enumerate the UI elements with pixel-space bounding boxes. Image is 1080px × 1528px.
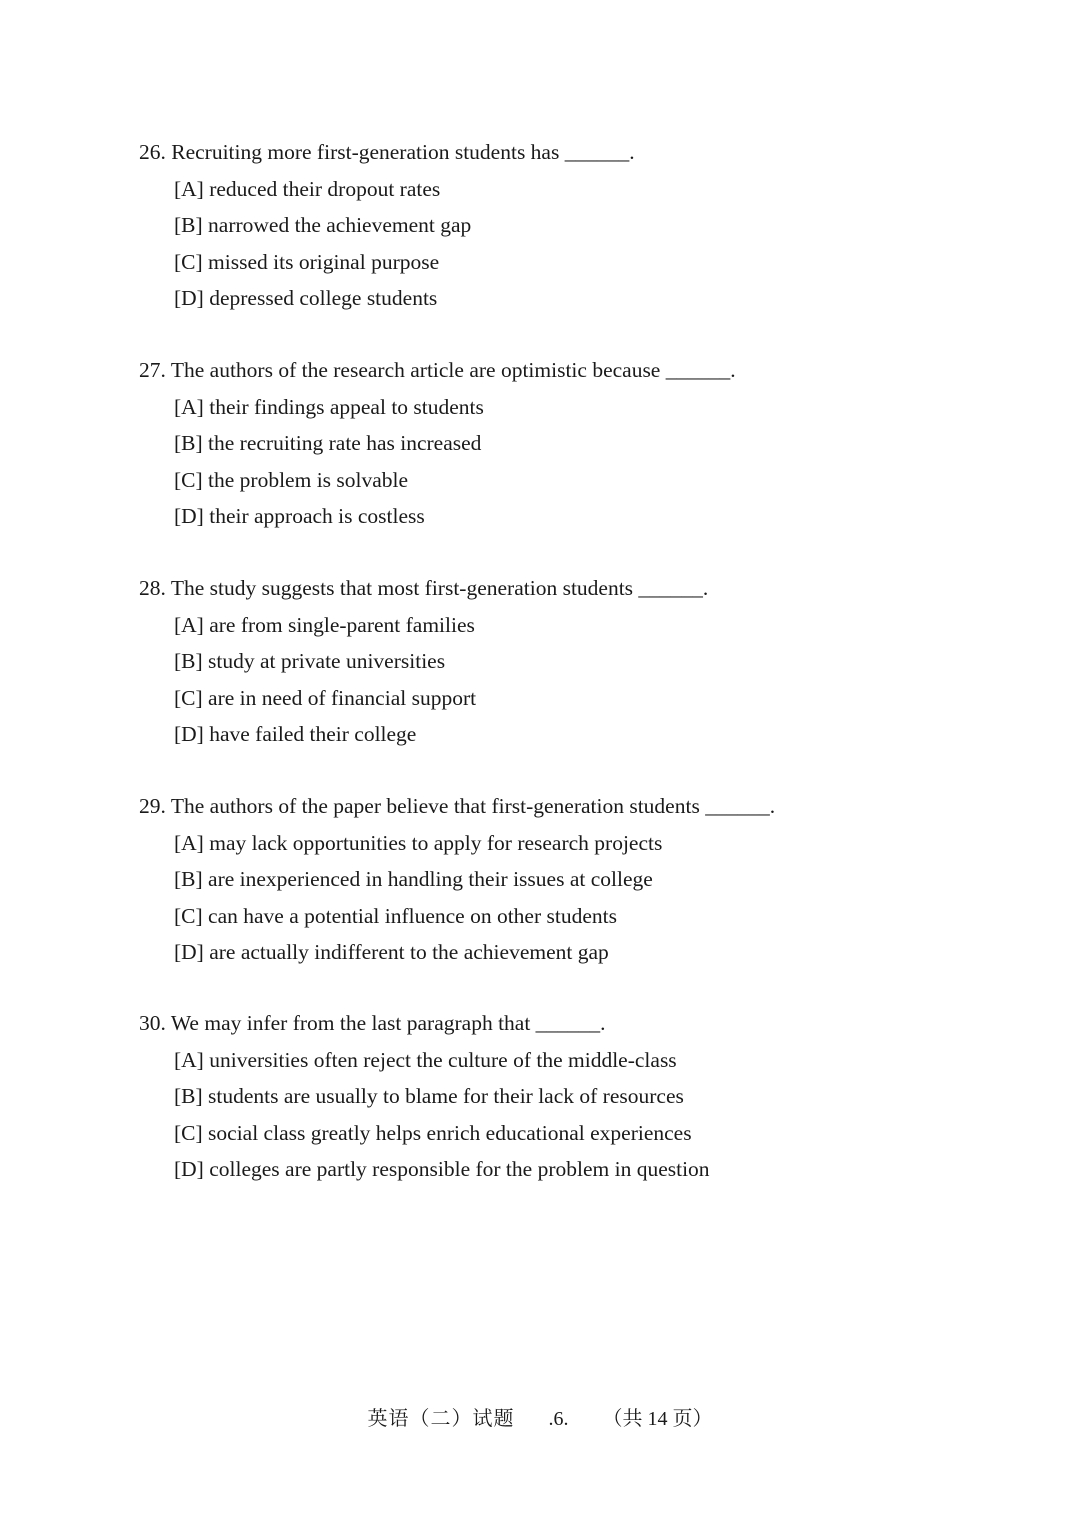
- option-b: [B] are inexperienced in handling their issues at college: [174, 867, 653, 891]
- option-a: [A] their findings appeal to students: [174, 394, 484, 419]
- question-27: [139, 356, 959, 539]
- option-c: [C] missed its original purpose: [174, 249, 440, 274]
- option-a: [A] universities often reject the culture of the middle-class: [174, 1047, 677, 1072]
- footer-exam-title: 英语（二）试题: [367, 1408, 515, 1430]
- option-a: [A] may lack opportunities to apply for research projects: [174, 830, 663, 855]
- footer-page-number: .6.: [548, 1408, 569, 1430]
- option-d: [D] depressed college students: [174, 286, 438, 310]
- question-28: [139, 574, 959, 757]
- question-26: [139, 138, 959, 321]
- question-stem: 29. The authors of the paper believe that first-generation students ______.: [139, 794, 776, 818]
- question-29: [139, 792, 959, 975]
- option-c: [C] the problem is solvable: [174, 467, 409, 492]
- option-b: [B] narrowed the achievement gap: [174, 213, 472, 237]
- page-footer: [0, 1405, 1080, 1433]
- option-d: [D] their approach is costless: [174, 504, 425, 528]
- option-b: [B] study at private universities: [174, 649, 446, 673]
- option-a: [A] reduced their dropout rates: [174, 176, 441, 201]
- option-c: [C] are in need of financial support: [174, 685, 477, 710]
- option-c: [C] social class greatly helps enrich educational experiences: [174, 1120, 692, 1145]
- option-b: [B] students are usually to blame for their lack of resources: [174, 1084, 684, 1108]
- question-stem: 28. The study suggests that most first-generation students ______.: [139, 576, 709, 600]
- question-stem: 27. The authors of the research article are optimistic because ______.: [139, 358, 736, 382]
- option-d: [D] have failed their college: [174, 722, 417, 746]
- question-30: [139, 1009, 959, 1192]
- option-b: [B] the recruiting rate has increased: [174, 431, 482, 455]
- footer-total-pages: （共 14 页）: [602, 1408, 713, 1430]
- question-stem: 30. We may infer from the last paragraph that ______.: [139, 1011, 606, 1035]
- option-c: [C] can have a potential influence on other students: [174, 903, 617, 928]
- question-stem: 26. Recruiting more first-generation students has ______.: [139, 140, 635, 164]
- option-a: [A] are from single-parent families: [174, 612, 475, 637]
- option-d: [D] are actually indifferent to the achievement gap: [174, 940, 609, 964]
- option-d: [D] colleges are partly responsible for the problem in question: [174, 1157, 710, 1181]
